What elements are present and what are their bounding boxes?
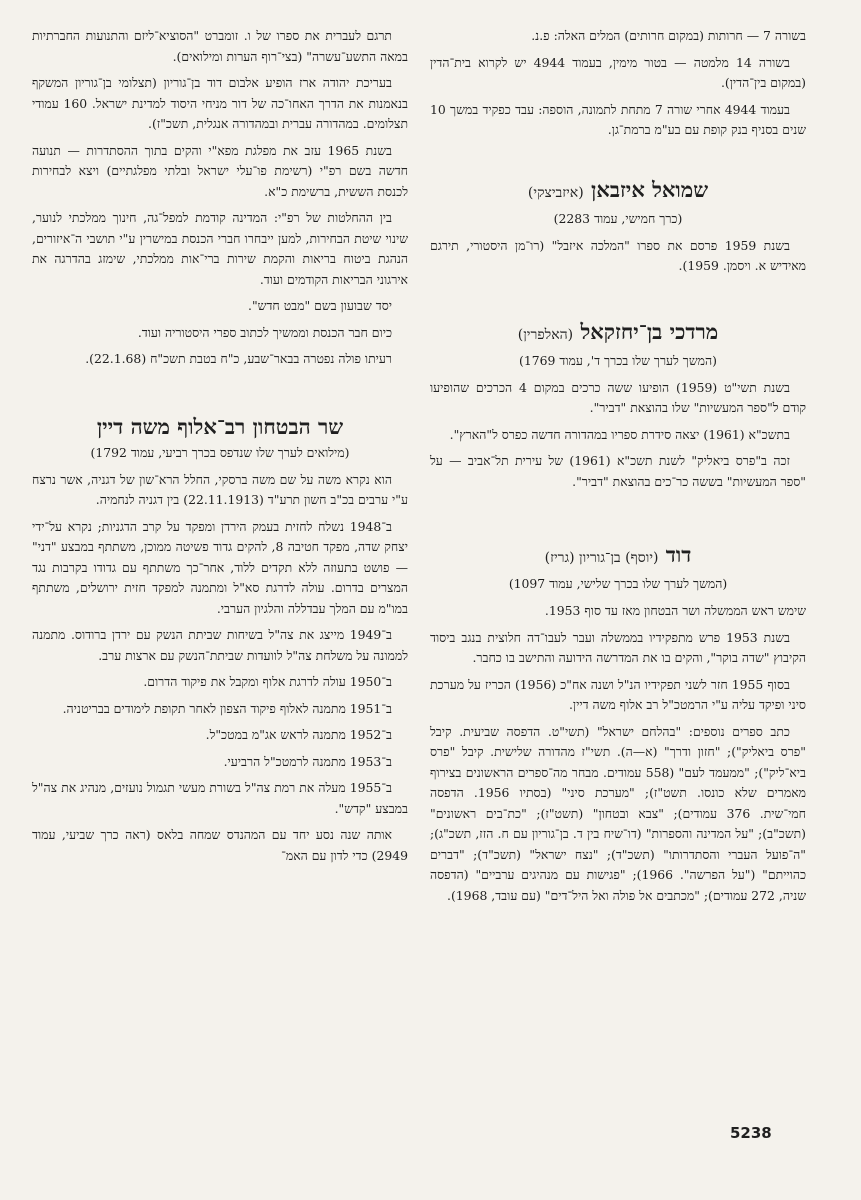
entry-shmuel-izban — [430, 177, 806, 277]
entry-mordechai-ben-yehezkel — [430, 319, 806, 493]
paragraph: ב־1951 מתמנה לאלוף פיקוד הצפון לאחר תקופת לימודים בבריטניה. — [62, 700, 392, 716]
paragraph: הוא נקרא משה על שם משה ברסקי, החלל הרא־שון של דגניה, אשר נרצח ע"י ערבים בכ"ב חשון תרע"ד (22.11.1913) בין דגניה לנחמיה. — [32, 471, 408, 507]
entry-reference: (המשך לערך שלו בכרך שלישי, עמוד 1097) — [508, 576, 728, 591]
paragraph: רעיתו פולה נפטרה בבאר־שבע, כ"ח בטבת תשכ"ח (22.1.68). — [85, 351, 392, 366]
entry-reference: (המשך לערך שלו בכרך ד', עמוד 1769) — [519, 352, 717, 368]
entry-title — [430, 319, 806, 348]
paragraph: ב־1950 עולה לדרגת אלוף ומקבל את פיקוד הדרום. — [143, 674, 392, 689]
paragraph: ב־1955 מעלה את רמת צה"ל בשורת מעשי תגמול נועזים, מנהיג את צה"ל במבצע "קדש". — [32, 780, 408, 816]
entry-moshe-dayan — [32, 414, 408, 867]
paragraph: ב־1949 מייצג את צה"ל בשיחות שביתת הנשק עם ירדן ברודוס. מתמנה לממונה על משלחת צה"ל לוועדות שביתת־הנשק עם ארצות ערב. — [32, 627, 408, 663]
paragraph: כיום חבר הכנסת וממשיך לכתוב ספרי היסטוריה ועוד. — [137, 324, 392, 340]
entry-subname: (יוסף) בן־גוריון (גריז) — [544, 550, 659, 566]
entry-name: מרדכי בן־יחזקאל — [580, 318, 719, 344]
paragraph: ב־1953 מתמנה לרמטכ"ל הרביעי. — [223, 753, 392, 769]
entry-david-ben-gurion — [430, 542, 806, 906]
entry-title — [430, 542, 806, 571]
paragraph: אותה שנה נסע יחד עם המהנדס שמחה בלאס (ראה כרך שביעי, עמוד 2949) כדי לדון עם האמ־ — [32, 827, 408, 863]
paragraph: שימש ראש הממשלה ושר הבטחון מאז עד סוף 1953. — [544, 603, 806, 618]
right-column — [430, 26, 806, 912]
paragraph: כתב ספרים נוספים: "בהלחם ישראל" (תשי"ט. הדפסה שביעית. קיבל "פרס ביאליק"); "חזון ודרך" (א—ה). תשי"ז מהדורה שלישית. קיבל "פרס ביא־ליק"); "ממעמד לעם" (558 עמודים. מבחר מה־ספרים הראשונים בצירוף מאמרים שלא כונסו. תשט"ז); "מערכת סיני" (בסתיו 1956. הדפסה חמי־שית. 376 עמודים); "צבא ובטחון" (תשט"ז); "כת־בים ראשונים" (תשכ"ב); "על המדינה והספרות" (דו־שיח בין ד. בן־גוריון עם ח. הזז, תשכ"ג); "ה־פועל העברי והסתדרותו" (תשכ"ד); "נצח ישראל" (תשכ"ד); "דברים כהוייתם" ("על הפרשה". 1966); "פגישות עם מנהיגים ערביים" (הדפסה שניה, 272 עמודים); "מכתבים אל פולה ואל היל־דים" (עם עובד, 1968). — [430, 723, 806, 903]
entry-reference: (כרך חמישי, עמוד 2283) — [553, 210, 683, 226]
paragraph: תרגם לעברית את ספרו של ו. זומברט "הסוציא־ליזם והתנועות החברתיות במאה התשע־עשרה" (בצי־רוף הערות ומילואים). — [32, 28, 408, 64]
paragraph: בשנת 1959 פרסם את ספרו "המלכה איזבל" (רו־מן היסטורי, תירגם מאידיש א. ויסמן. 1959). — [430, 237, 806, 273]
entry-subname: (האלפרין) — [517, 326, 574, 343]
paragraph: ב־1952 מתמנה לראש אג"מ במטכ"ל. — [205, 727, 392, 742]
entry-name: שמואל איזבאן — [591, 176, 709, 202]
entry-name: דוד — [665, 542, 692, 567]
paragraph: בעמוד 4944 אחרי שורה 7 מתחת לתמונה, הוספה: עבד כפקיד במשך 10 שנים בסניף בנק קופת עם בע"מ ברמת־גן. — [430, 101, 806, 137]
left-top-text — [32, 26, 408, 370]
paragraph: בשנת תשי"ט (1959) הופיעו ששה כרכים במקום 4 הכרכים שהופיעו קודם ל"ספר המעשיות" שלו בהוצאת "דביר". — [430, 379, 806, 415]
paragraph: בתשכ"א (1961) יצאה סידרת ספריו במהדורה חדשה כפרס ל"הארץ". — [449, 426, 790, 442]
left-column — [32, 26, 408, 872]
page-number: 5238 — [730, 1124, 772, 1142]
right-top-text — [430, 26, 806, 141]
paragraph: בשנת 1953 פרש מתפקידיו בממשלה ועבר לעבו־דה חלוצית בנגב ביסוד הקיבוץ "שדה בוקר", והקים בו את המדרשה הידועה והתישב בו כחבר. — [430, 629, 806, 665]
entry-title — [32, 414, 408, 440]
paragraph: בסוף 1955 חזר לשני תפקידיו הנ"ל ושנה אח"כ (1956) הכריז על מערכת סיני ופיקד עליה ע"י הרמטכ"ל רב אלוף משה דיין. — [430, 676, 806, 712]
paragraph: בשורה 7 — חרותות (במקום חרותים) המלים האלה: פ.נ. — [531, 28, 806, 43]
paragraph: בשנת 1965 עזב את מפלגת מפא"י והקים בתוך ההסתדרות — תנועה חדשה בשם רפ"י (רשימת פו־עלי ישראל ובלתי מפלגתיים) ויצא לבחירות לכנסת הששית, ברשימת כ"א. — [32, 142, 408, 199]
entry-reference: (מילואים לערך שלו שנדפס בכרך רביעי, עמוד 1792) — [90, 444, 350, 460]
entry-name: שר הבטחון רב־אלוף משה דיין — [96, 413, 344, 439]
paragraph: זכה ב"פרס ביאליק" לשנת תשכ"א (1961) של עירית תל־אביב — על "ספר המעשיות" בששה כר־כים בהוצאת "דביר". — [430, 453, 806, 489]
paragraph: בשורה 14 מלמטה — בטור מימין, בעמוד 4944 יש לקרוא בית־הדין (במקום בין־הדין). — [430, 54, 806, 90]
entry-subname: (איזביצקי) — [527, 184, 584, 201]
paragraph: בין ההחלטות של רפ"י: המדינה קודמת למפל־גה, חינוך ממלכתי לנוער, שינוי שיטת הבחירות, למען ייבחרו חברי הכנסת במישרין ע"י תושבי ה־איזורים, הנהגת ביטוח בריאות והקמת שירות ברי־אות ממלכתי, שימזג בהדרגה את אירגוני הבריאות הקודמים ועוד. — [32, 210, 408, 287]
entry-title — [430, 177, 806, 206]
paragraph: בעריכת יהודה ארז הופיע אלבום דוד בן־גוריון (תצלומי בן־גוריון המשקף בנאמנות את הדרך האחו־כה של דור מניחי היסוד למדינת ישראל. 160 עמודי תצלומים. במהדורה עברית ובמהדורה אנגלית, תשכ"ז). — [32, 75, 408, 131]
paragraph: יסד שבועון בשם "מבט חדש". — [248, 298, 392, 313]
paragraph: ב־1948 נשלח לחזית בעמק הירדן ומפקד על קרב הדגניות; נקרא על־ידי יצחק שדה, מפקד חטיבה 8, להקים גדוד פשיטה ממוכן, משתתף במבצע "דני" — פושט בתעוזה ללא תקדים ללוד, אחר־כך משתתף עם גדודו בקרבות נגד המצרים בדרום. עולה לדרגת סא"ל ומתמנה למפקד חזית ירושלים, משתתף במו"מ עם המלך עבדללה והלגיון הערבי. — [32, 518, 408, 616]
